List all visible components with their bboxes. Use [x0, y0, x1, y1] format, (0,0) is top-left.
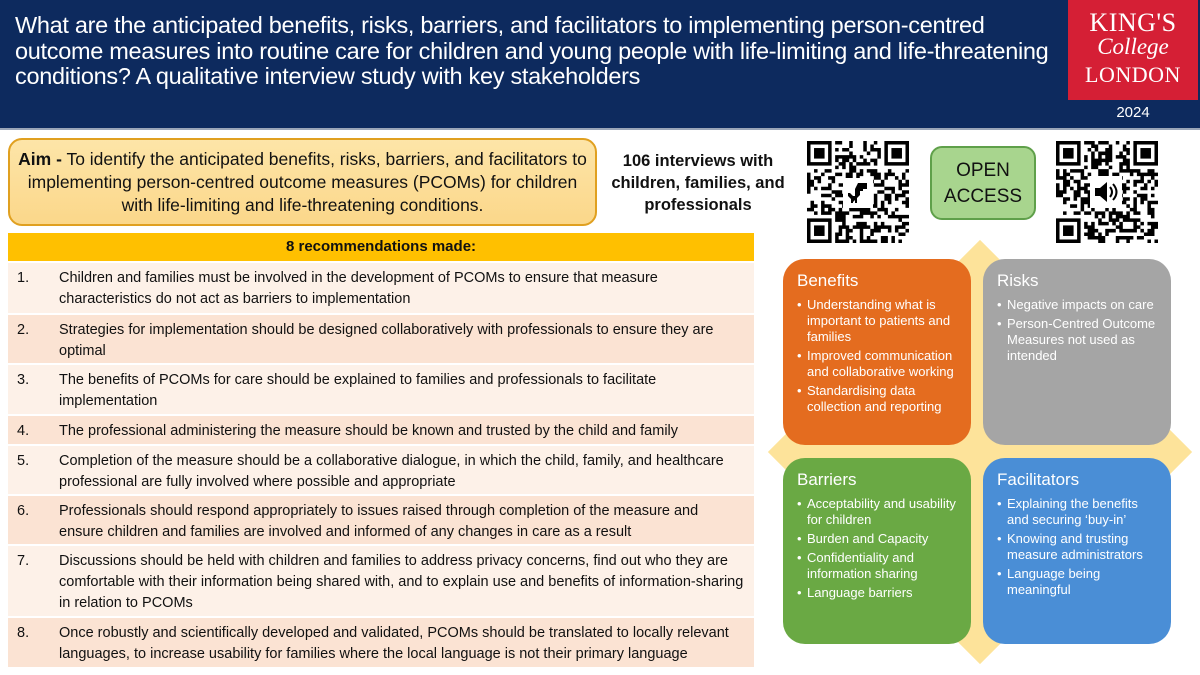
benefits-title: Benefits	[797, 271, 859, 290]
facilitators-title: Facilitators	[997, 470, 1080, 489]
risks-title: Risks	[997, 271, 1039, 290]
recommendation-text: Once robustly and scientifically developed and validated, PCOMs should be translated to locally relevant languages, to increase usability for families where the local language is not their primary language	[59, 625, 729, 662]
open-access-badge: OPEN ACCESS	[930, 146, 1036, 220]
recommendation-item	[8, 261, 754, 313]
benefits-item: • Standardising data collection and reporting	[797, 383, 959, 415]
interviews-count: 106 interviews with children, families, and professionals	[611, 152, 785, 214]
recommendation-text: Discussions should be held with children and families to address privacy concerns, find out who they are comfortable with their information being shared with, and to explain use and benefits of information-sharing in relation to PCOMs	[59, 553, 744, 611]
recommendations-panel	[8, 233, 754, 667]
dinosaur-icon	[843, 178, 873, 208]
aim-text: To identify the anticipated benefits, risks, barriers, and facilitators to implementing person-centred outcome measures (PCOMs) for children with life-limiting and life-threatening conditions.	[27, 149, 587, 215]
benefits-item: • Improved communication and collaborative working	[797, 348, 959, 380]
recommendation-item	[8, 444, 754, 494]
barriers-item: • Language barriers	[797, 585, 959, 601]
barriers-item: • Burden and Capacity	[797, 531, 959, 547]
recommendation-item	[8, 414, 754, 444]
recommendation-item	[8, 544, 754, 616]
aim-box	[8, 138, 597, 226]
recommendation-text: Professionals should respond appropriately to issues raised through completion of the measure and ensure children and families are involved and informed of any changes in care as a result	[59, 503, 699, 540]
kings-college-logo	[1068, 0, 1198, 100]
facilitators-item: • Knowing and trusting measure administrators	[997, 531, 1159, 563]
recommendation-number: 4.	[17, 423, 30, 439]
facilitators-item: • Explaining the benefits and securing ‘buy-in’	[997, 496, 1159, 528]
recommendations-list	[8, 261, 754, 667]
recommendation-number: 7.	[17, 553, 30, 569]
benefits-box	[783, 259, 971, 445]
recommendation-text: Completion of the measure should be a collaborative dialogue, in which the child, family, and healthcare professional are fully involved where possible and appropriate	[59, 453, 724, 490]
recommendation-item	[8, 313, 754, 363]
barriers-title: Barriers	[797, 470, 857, 489]
logo-line-3: LONDON	[1085, 62, 1181, 87]
risks-item: • Person-Centred Outcome Measures not used as intended	[997, 316, 1159, 364]
recommendation-number: 3.	[17, 372, 30, 388]
recommendation-text: Children and families must be involved in the development of PCOMs to ensure that measure characteristics do not act as barriers to implementation	[59, 270, 658, 307]
recommendation-item	[8, 616, 754, 667]
recommendation-number: 5.	[17, 453, 30, 469]
aim-label: Aim -	[18, 149, 62, 169]
recommendation-item	[8, 494, 754, 544]
recommendation-number: 6.	[17, 503, 30, 519]
barriers-item: • Acceptability and usability for children	[797, 496, 959, 528]
speaker-icon	[1090, 176, 1122, 208]
facilitators-box	[983, 458, 1171, 644]
logo-line-2: College	[1097, 34, 1169, 59]
publication-year: 2024	[1116, 104, 1150, 121]
header-banner	[0, 0, 1200, 130]
risks-box	[983, 259, 1171, 445]
recommendations-heading: 8 recommendations made:	[8, 233, 754, 261]
risks-item: • Negative impacts on care	[997, 297, 1159, 313]
recommendation-number: 8.	[17, 625, 30, 641]
benefits-item: • Understanding what is important to patients and families	[797, 297, 959, 345]
recommendation-item	[8, 363, 754, 414]
barriers-box	[783, 458, 971, 644]
logo-line-1: KING'S	[1089, 8, 1177, 37]
barriers-item: • Confidentiality and information sharing	[797, 550, 959, 582]
recommendation-number: 2.	[17, 322, 30, 338]
recommendation-text: The professional administering the measure should be known and trusted by the child and family	[59, 423, 679, 439]
recommendation-text: Strategies for implementation should be designed collaboratively with professionals to ensure they are optimal	[59, 322, 714, 359]
recommendation-text: The benefits of PCOMs for care should be explained to families and professionals to facilitate implementation	[59, 372, 657, 409]
page-title: What are the anticipated benefits, risks, barriers, and facilitators to implementing person-centred outcome measures into routine care for children and young people with life-limiting and life-threatening conditions? A qualitative interview study with key stakeholders	[15, 12, 1049, 89]
recommendation-number: 1.	[17, 270, 30, 286]
facilitators-item: • Language being meaningful	[997, 566, 1159, 598]
